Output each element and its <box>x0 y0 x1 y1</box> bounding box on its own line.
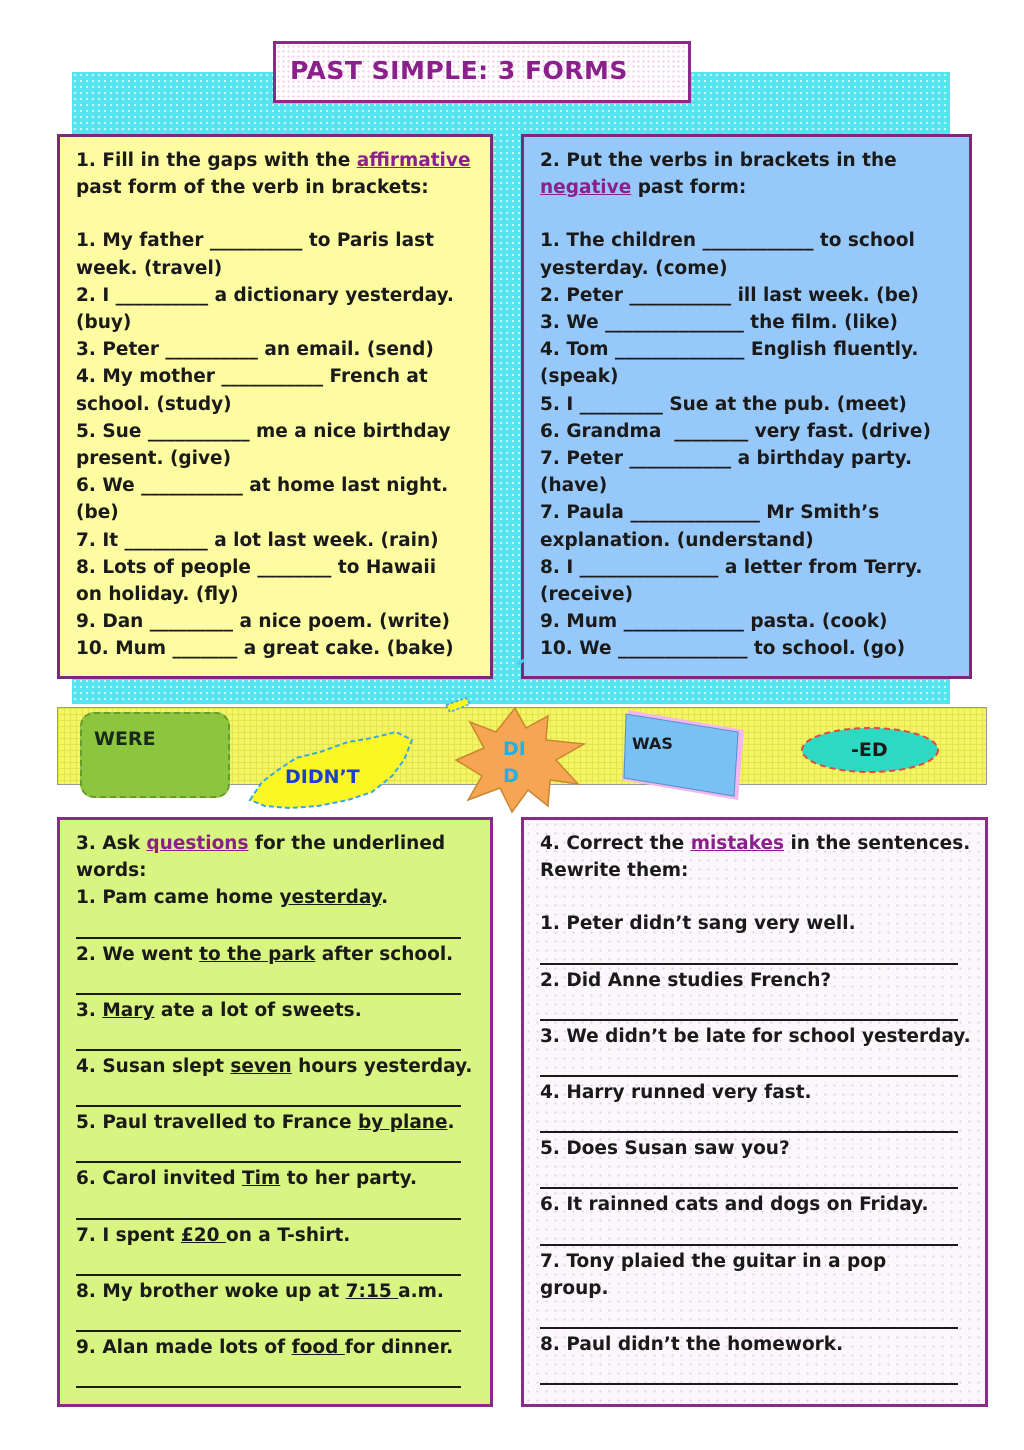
answer-line[interactable] <box>540 1050 958 1077</box>
answer-line[interactable] <box>76 1024 461 1051</box>
ex1-line: school. (study) <box>76 393 232 415</box>
page-title: PAST SIMPLE: 3 FORMS <box>290 56 628 85</box>
exercise-2-instruction: 2. Put the verbs in brackets in the <box>540 150 897 171</box>
ex4-sentence: group. <box>540 1277 609 1299</box>
exercise-4-instruction: 4. Correct the mistakes in the sentences. <box>540 833 971 854</box>
ex3-question: 8. My brother woke up at 7:15 a.m. <box>76 1280 444 1302</box>
ex1-line: (buy) <box>76 312 132 334</box>
ex1-line: 2. I __________ a dictionary yesterday. <box>76 284 454 306</box>
keyword-questions: questions <box>146 833 249 854</box>
ex4-sentence: 6. It rainned cats and dogs on Friday. <box>540 1194 929 1216</box>
word-ed: -ED <box>851 739 888 761</box>
ex1-line: 7. It _________ a lot last week. (rain) <box>76 529 439 551</box>
ex3-question: 1. Pam came home yesterday. <box>76 887 389 909</box>
answer-line[interactable] <box>76 912 461 939</box>
ex4-sentence: 8. Paul didn’t the homework. <box>540 1334 844 1356</box>
ex3-question: 5. Paul travelled to France by plane. <box>76 1112 455 1134</box>
answer-line[interactable] <box>76 1080 461 1107</box>
ex1-line: 9. Dan _________ a nice poem. (write) <box>76 611 450 633</box>
ex1-line: 6. We ___________ at home last night. <box>76 475 449 497</box>
exercise-4-panel <box>521 817 988 1407</box>
ex1-line: 8. Lots of people ________ to Hawaii <box>76 556 437 578</box>
ex2-line: (have) <box>540 475 608 497</box>
ex2-line: 1. The children ____________ to school <box>540 230 915 252</box>
ex3-question: 3. Mary ate a lot of sweets. <box>76 999 362 1021</box>
answer-line[interactable] <box>540 1162 958 1189</box>
ex2-line: 7. Peter ___________ a birthday party. <box>540 448 912 470</box>
ex1-line: (be) <box>76 502 119 524</box>
ex4-sentence: 2. Did Anne studies French? <box>540 969 832 991</box>
dash-mark <box>518 660 524 664</box>
ex4-sentence: 5. Does Susan saw you? <box>540 1138 790 1160</box>
answer-line[interactable] <box>540 1302 958 1329</box>
ex1-line: 4. My mother ___________ French at <box>76 366 428 388</box>
exercise-4-instruction-2: Rewrite them: <box>540 860 689 882</box>
answer-line[interactable] <box>540 994 958 1021</box>
were-box <box>80 712 230 798</box>
keyword-mistakes: mistakes <box>690 833 785 854</box>
ex2-line: 10. We ______________ to school. (go) <box>540 638 906 660</box>
keyword-negative: negative <box>540 177 632 199</box>
ex1-line: on holiday. (fly) <box>76 584 239 606</box>
ex1-line: week. (travel) <box>76 257 223 279</box>
ex2-line: yesterday. (come) <box>540 257 728 279</box>
word-did-part-2: D <box>503 765 519 787</box>
ex4-sentence: 1. Peter didn’t sang very well. <box>540 913 856 935</box>
answer-line[interactable] <box>76 1361 461 1388</box>
ex4-sentence: 4. Harry runned very fast. <box>540 1082 812 1104</box>
exercise-1-instruction: 1. Fill in the gaps with the affirmative <box>76 150 471 171</box>
ex3-question: 6. Carol invited Tim to her party. <box>76 1168 418 1190</box>
cloud-tail-shape <box>446 698 470 712</box>
keyword-affirmative: affirmative <box>356 150 471 171</box>
ex1-line: 1. My father __________ to Paris last <box>76 230 434 252</box>
ex3-question: 9. Alan made lots of food for dinner. <box>76 1337 454 1359</box>
ex2-line: 5. I _________ Sue at the pub. (meet) <box>540 393 907 415</box>
exercise-3-instruction: 3. Ask questions for the underlined <box>76 833 446 854</box>
ex2-line: (receive) <box>540 584 634 606</box>
ex2-line: 8. I _______________ a letter from Terry. <box>540 556 923 578</box>
word-was: WAS <box>632 734 673 753</box>
exercise-3-panel <box>57 817 493 1407</box>
ex2-line: (speak) <box>540 366 619 388</box>
ex3-question: 4. Susan slept seven hours yesterday. <box>76 1056 473 1078</box>
exercise-2-instruction-2: negative past form: <box>540 177 747 199</box>
word-were: WERE <box>94 728 156 750</box>
ex3-question: 7. I spent £20 on a T-shirt. <box>76 1224 351 1246</box>
exercise-1-instruction-2: past form of the verb in brackets: <box>76 177 429 199</box>
answer-line[interactable] <box>540 938 958 965</box>
answer-line[interactable] <box>540 1358 958 1385</box>
answer-line[interactable] <box>76 1305 461 1332</box>
ex1-line: 10. Mum _______ a great cake. (bake) <box>76 638 454 660</box>
ex3-question: 2. We went to the park after school. <box>76 943 454 965</box>
ex2-line: 6. Grandma ________ very fast. (drive) <box>540 420 931 442</box>
word-didnt: DIDN’T <box>285 766 360 788</box>
answer-line[interactable] <box>76 1136 461 1163</box>
ex4-sentence: 7. Tony plaied the guitar in a pop <box>540 1250 887 1272</box>
did-starburst-shape <box>456 708 584 812</box>
ex2-line: explanation. (understand) <box>540 529 814 551</box>
ex4-sentence: 3. We didn’t be late for school yesterday. <box>540 1025 971 1047</box>
ex2-line: 9. Mum _____________ pasta. (cook) <box>540 611 888 633</box>
ex2-line: 7. Paula ______________ Mr Smith’s <box>540 502 880 524</box>
ex1-line: 5. Sue ___________ me a nice birthday <box>76 420 451 442</box>
ex2-line: 4. Tom ______________ English fluently. <box>540 339 919 361</box>
word-did-part-1: DI <box>503 738 526 760</box>
ex1-line: 3. Peter __________ an email. (send) <box>76 339 434 361</box>
answer-line[interactable] <box>540 1219 958 1246</box>
ex2-line: 3. We _______________ the film. (like) <box>540 312 899 334</box>
answer-line[interactable] <box>76 1249 461 1276</box>
answer-line[interactable] <box>540 1106 958 1133</box>
answer-line[interactable] <box>76 1193 461 1220</box>
exercise-3-instruction-2: words: <box>76 860 147 882</box>
ex1-line: present. (give) <box>76 448 232 470</box>
answer-line[interactable] <box>76 968 461 995</box>
ex2-line: 2. Peter ___________ ill last week. (be) <box>540 284 919 306</box>
